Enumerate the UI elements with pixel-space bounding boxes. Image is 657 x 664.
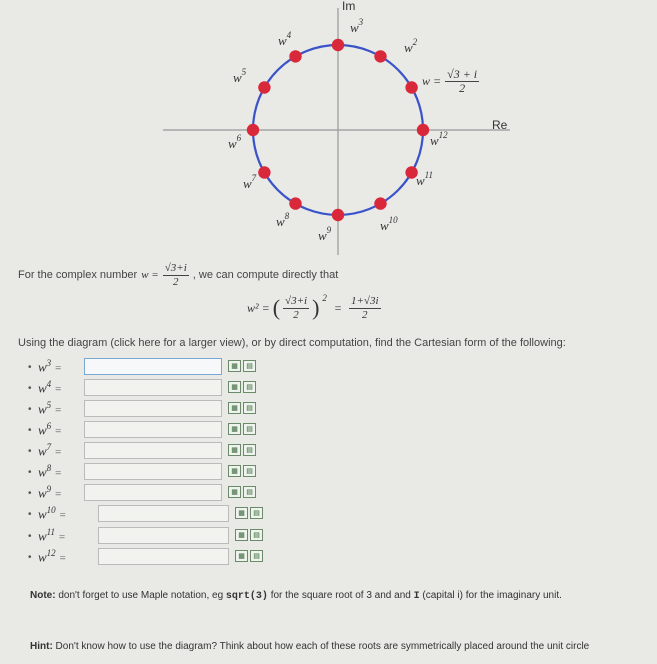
preview-answer-icon[interactable]: ▦ xyxy=(235,550,248,562)
question-label: $w^5$ = xyxy=(38,400,62,417)
root-label-w9: $w^9$ xyxy=(318,225,332,243)
instruction-text: Using the diagram (click here for a larger view), or by direct computation, find the Cartesian form of the following: xyxy=(18,337,566,349)
answer-tools xyxy=(228,465,256,477)
answer-input-w7[interactable] xyxy=(84,442,222,459)
root-point-w3 xyxy=(332,39,344,51)
answer-tools xyxy=(235,507,263,519)
answer-input-w10[interactable] xyxy=(98,505,229,522)
bullet: • xyxy=(28,551,32,563)
root-point-w6 xyxy=(247,124,259,136)
question-row-w12 xyxy=(28,547,83,567)
root-label-w5: $w^5$ xyxy=(233,67,247,85)
root-label-w2: $w^2$ xyxy=(404,37,418,55)
hint-text: Hint: Don't know how to use the diagram? Think about how each of these roots are symmetrically placed around the unit circle xyxy=(30,641,590,652)
help-answer-icon[interactable]: ▤ xyxy=(243,486,256,498)
bullet: • xyxy=(28,424,32,436)
root-point-w10 xyxy=(374,197,386,209)
question-row-w7 xyxy=(28,441,83,461)
question-label: $w^{11}$ = xyxy=(38,527,66,544)
preview-answer-icon[interactable]: ▦ xyxy=(235,529,248,541)
bullet: • xyxy=(28,403,32,415)
bullet: • xyxy=(28,361,32,373)
help-answer-icon[interactable]: ▤ xyxy=(243,444,256,456)
question-label: $w^4$ = xyxy=(38,379,62,396)
answer-tools xyxy=(228,423,256,435)
bullet: • xyxy=(28,466,32,478)
w-definition-label: w = $\frac{√3 + i}{2}$ xyxy=(422,67,478,95)
root-label-w7: $w^7$ xyxy=(243,173,257,191)
help-answer-icon[interactable]: ▤ xyxy=(250,550,263,562)
root-point-w2 xyxy=(374,50,386,62)
root-point-w5 xyxy=(258,81,270,93)
preview-answer-icon[interactable]: ▦ xyxy=(228,444,241,456)
note-text: Note: don't forget to use Maple notation, eg sqrt(3) for the square root of 3 and and I (capital i) for the imaginary unit. xyxy=(30,590,562,602)
root-point-w12 xyxy=(417,124,429,136)
answer-input-w5[interactable] xyxy=(84,400,222,417)
answer-tools xyxy=(228,360,256,372)
answer-input-w12[interactable] xyxy=(98,548,229,565)
answer-input-w8[interactable] xyxy=(84,463,222,480)
bullet: • xyxy=(28,530,32,542)
question-row-w3 xyxy=(28,357,83,377)
answer-tools xyxy=(228,381,256,393)
root-label-w3: $w^3$ xyxy=(350,17,364,35)
help-answer-icon[interactable]: ▤ xyxy=(243,360,256,372)
question-label: $w^{12}$ = xyxy=(38,548,67,565)
preview-answer-icon[interactable]: ▦ xyxy=(235,507,248,519)
preview-answer-icon[interactable]: ▦ xyxy=(228,486,241,498)
bullet: • xyxy=(28,487,32,499)
answer-tools xyxy=(228,486,256,498)
question-row-w11 xyxy=(28,526,83,546)
question-row-w10 xyxy=(28,504,83,524)
answer-input-w11[interactable] xyxy=(98,527,229,544)
help-answer-icon[interactable]: ▤ xyxy=(243,402,256,414)
intro-text: For the complex number w = $\frac{√3+i}{2}$ , we can compute directly that xyxy=(18,262,339,288)
answer-input-w3[interactable] xyxy=(84,358,222,375)
help-answer-icon[interactable]: ▤ xyxy=(243,423,256,435)
bullet: • xyxy=(28,382,32,394)
question-row-w4 xyxy=(28,378,83,398)
bullet: • xyxy=(28,445,32,457)
answer-tools xyxy=(235,529,263,541)
root-point-w7 xyxy=(258,166,270,178)
question-label: $w^6$ = xyxy=(38,421,62,438)
preview-answer-icon[interactable]: ▦ xyxy=(228,423,241,435)
answer-tools xyxy=(228,444,256,456)
question-row-w8 xyxy=(28,462,83,482)
help-answer-icon[interactable]: ▤ xyxy=(250,529,263,541)
help-answer-icon[interactable]: ▤ xyxy=(250,507,263,519)
root-label-w10: $w^{10}$ xyxy=(380,215,398,233)
question-label: $w^9$ = xyxy=(38,484,62,501)
answer-tools xyxy=(235,550,263,562)
root-label-w12: $w^{12}$ xyxy=(430,130,448,148)
w-squared-formula: w² = ( $\frac{√3+i}{2}$ ) 2 = $\frac{1+√3i}{2}$ xyxy=(247,293,379,321)
answer-input-w4[interactable] xyxy=(84,379,222,396)
question-label: $w^7$ = xyxy=(38,442,62,459)
question-label: $w^{10}$ = xyxy=(38,505,67,522)
bullet: • xyxy=(28,508,32,520)
question-label: $w^8$ = xyxy=(38,463,62,480)
root-point-w9 xyxy=(332,209,344,221)
re-axis-label: Re xyxy=(492,118,508,132)
root-point-w4 xyxy=(289,50,301,62)
question-label: $w^3$ = xyxy=(38,358,62,375)
root-label-w4: $w^4$ xyxy=(278,30,292,48)
unit-circle-diagram[interactable] xyxy=(0,0,657,270)
answer-input-w9[interactable] xyxy=(84,484,222,501)
im-axis-label: Im xyxy=(342,0,356,13)
root-label-w8: $w^8$ xyxy=(276,211,290,229)
root-point-w1 xyxy=(405,81,417,93)
help-answer-icon[interactable]: ▤ xyxy=(243,465,256,477)
help-answer-icon[interactable]: ▤ xyxy=(243,381,256,393)
question-row-w5 xyxy=(28,399,83,419)
question-row-w9 xyxy=(28,483,83,503)
question-row-w6 xyxy=(28,420,83,440)
root-point-w8 xyxy=(289,197,301,209)
answer-tools xyxy=(228,402,256,414)
root-label-w6: $w^6$ xyxy=(228,133,242,151)
preview-answer-icon[interactable]: ▦ xyxy=(228,402,241,414)
preview-answer-icon[interactable]: ▦ xyxy=(228,381,241,393)
preview-answer-icon[interactable]: ▦ xyxy=(228,360,241,372)
root-label-w11: $w^{11}$ xyxy=(416,170,434,188)
answer-input-w6[interactable] xyxy=(84,421,222,438)
preview-answer-icon[interactable]: ▦ xyxy=(228,465,241,477)
